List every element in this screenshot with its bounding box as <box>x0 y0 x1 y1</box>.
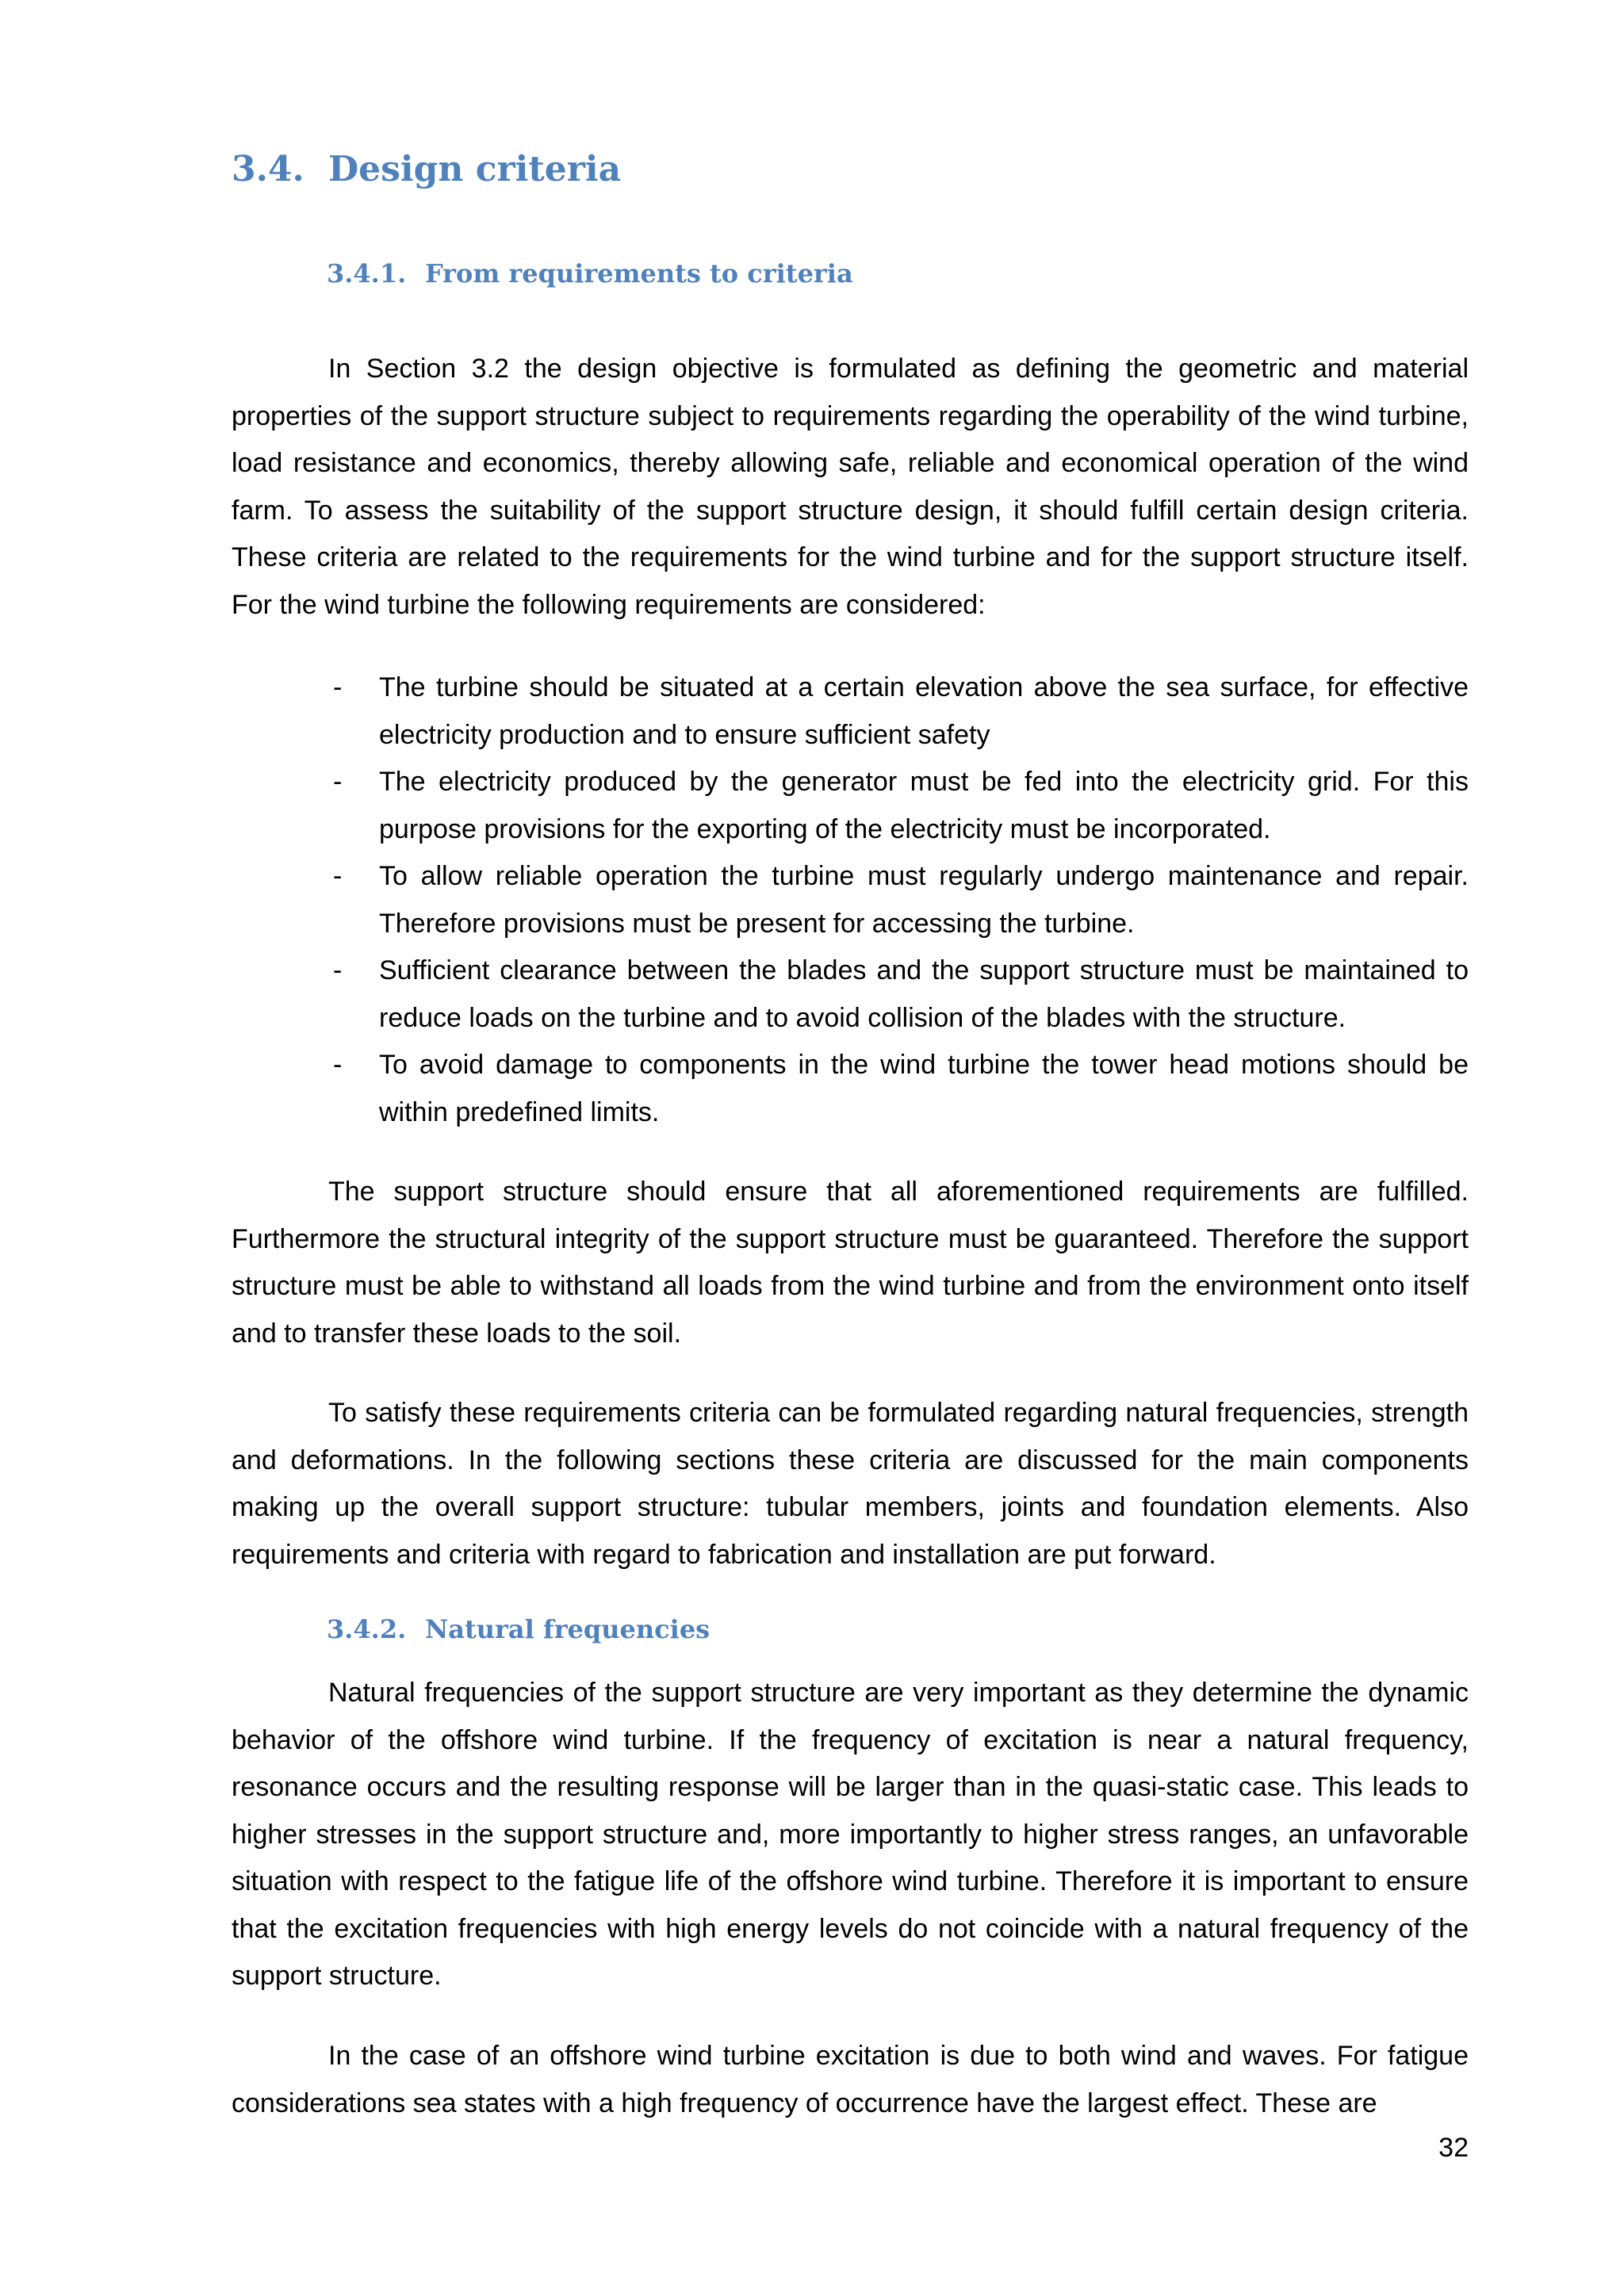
bullet-dash: - <box>333 861 343 891</box>
bullet-dash: - <box>333 1050 343 1080</box>
list-item <box>327 1042 1469 1136</box>
list-item-text: To avoid damage to components in the wind turbine the tower head motions should be within predefined limits. <box>379 1050 1469 1127</box>
subsection-number: 3.4.1. <box>327 258 407 289</box>
subsection-heading-from-requirements <box>327 258 853 289</box>
subsection-title: Natural frequencies <box>425 1614 710 1644</box>
list-item-text: To allow reliable operation the turbine must regularly undergo maintenance and repair. Therefore provisions must be present for accessing the turbine. <box>379 861 1469 939</box>
list-item <box>327 947 1469 1042</box>
paragraph-excitation: In the case of an offshore wind turbine excitation is due to both wind and waves. For fatigue considerations sea states with a high frequency of occurrence have the largest effect. These are <box>232 2041 1469 2118</box>
bullet-dash: - <box>333 672 343 702</box>
subsection-number: 3.4.2. <box>327 1614 407 1644</box>
list-item-text: The turbine should be situated at a certain elevation above the sea surface, for effective electricity production and to ensure sufficient safety <box>379 672 1469 750</box>
page-number: 32 <box>1438 2133 1469 2163</box>
list-item <box>327 853 1469 947</box>
list-item <box>327 664 1469 759</box>
subsection-heading-natural-frequencies <box>327 1614 710 1644</box>
section-heading <box>232 149 621 189</box>
section-number: 3.4. <box>232 149 304 189</box>
turbine-requirements-list <box>327 664 1469 1136</box>
paragraph-natural-frequencies: Natural frequencies of the support structure are very important as they determine the dynamic behavior of the offshore wind turbine. If the frequency of excitation is near a natural frequency, resonance occurs and the resulting response will be larger than in the quasi-static case. This leads to higher stresses in the support structure and, more importantly to higher stress ranges, an unfavorable situation with respect to the fatigue life of the offshore wind turbine. Therefore it is important to ensure that the excitation frequencies with high energy levels do not coincide with a natural frequency of the support structure. <box>232 1678 1469 1991</box>
paragraph-design-objective: In Section 3.2 the design objective is formulated as defining the geometric and material properties of the support structure subject to requirements regarding the operability of the wind turbine, load resistance and economics, thereby allowing safe, reliable and economical operation of the wind farm. To assess the suitability of the support structure design, it should fulfill certain design criteria. These criteria are related to the requirements for the wind turbine and for the support structure itself. For the wind turbine the following requirements are considered: <box>232 354 1469 620</box>
subsection-title: From requirements to criteria <box>425 258 853 289</box>
bullet-dash: - <box>333 767 343 797</box>
list-item-text: The electricity produced by the generator must be fed into the electricity grid. For this purpose provisions for the exporting of the electricity must be incorporated. <box>379 767 1469 844</box>
list-item-text: Sufficient clearance between the blades and the support structure must be maintained to reduce loads on the turbine and to avoid collision of the blades with the structure. <box>379 955 1469 1033</box>
list-item <box>327 759 1469 853</box>
paragraph-support-structure: The support structure should ensure that all aforementioned requirements are fulfilled. Furthermore the structural integrity of the support structure must be guaranteed. Therefore the support structure must be able to withstand all loads from the wind turbine and from the environment onto itself and to transfer these loads to the soil. <box>232 1177 1469 1349</box>
paragraph-criteria-overview: To satisfy these requirements criteria can be formulated regarding natural frequencies, strength and deformations. In the following sections these criteria are discussed for the main components making up the overall support structure: tubular members, joints and foundation elements. Also requirements and criteria with regard to fabrication and installation are put forward. <box>232 1398 1469 1570</box>
section-title: Design criteria <box>328 149 622 189</box>
bullet-dash: - <box>333 955 343 985</box>
